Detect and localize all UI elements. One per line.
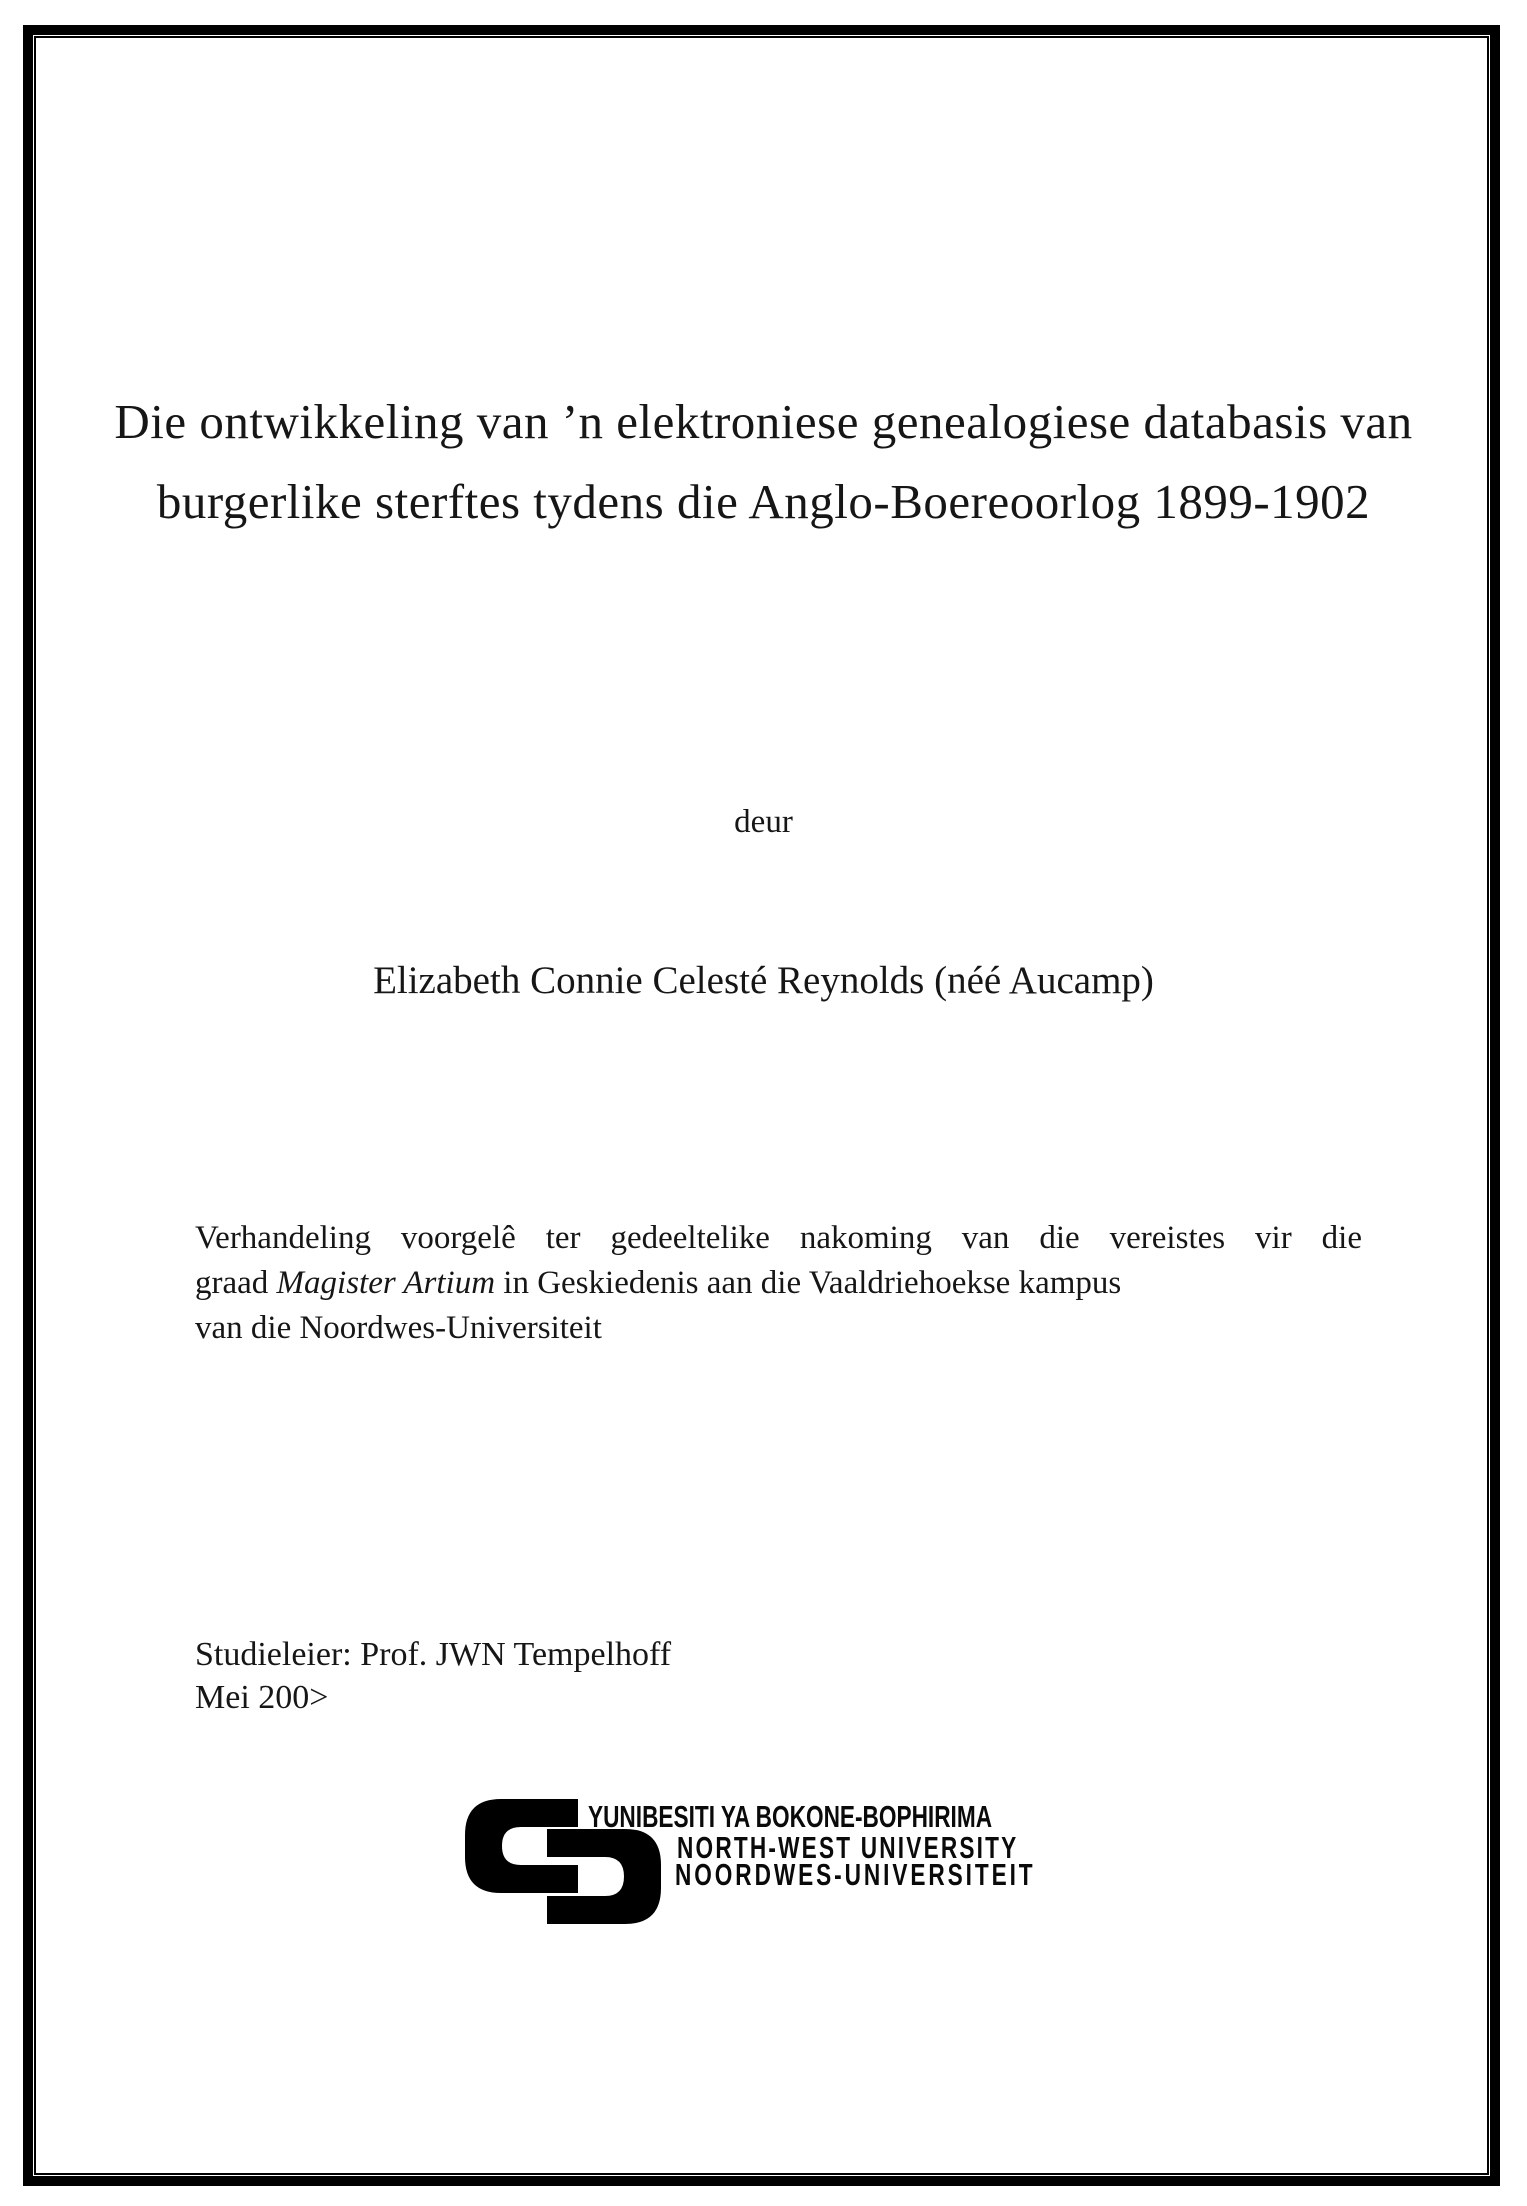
logo-text-english: NORTH-WEST UNIVERSITY xyxy=(677,1830,1019,1865)
submission-statement-line3: van die Noordwes-Universiteit xyxy=(195,1310,602,1346)
submission-statement-line1: Verhandeling voorgelê ter gedeeltelike nakoming van die vereistes vir die xyxy=(195,1220,1362,1256)
logo-text-afrikaans: NOORDWES-UNIVERSITEIT xyxy=(675,1857,1036,1892)
degree-text-pre: graad xyxy=(195,1265,277,1301)
byline-label: deur xyxy=(734,804,793,840)
thesis-title xyxy=(40,382,1487,542)
submission-statement xyxy=(195,1216,1362,1351)
thesis-title-line1: Die ontwikkeling van ’n elektroniese genealogiese databasis van xyxy=(114,394,1413,449)
supervisor-line: Studieleier: Prof. JWN Tempelhoff xyxy=(195,1636,672,1673)
thesis-title-line2: burgerlike sterftes tydens die Anglo-Boereoorlog 1899-1902 xyxy=(156,474,1371,529)
author-name: Elizabeth Connie Celesté Reynolds (néé Aucamp) xyxy=(373,959,1154,1002)
logo-text-setswana: YUNIBESITI YA BOKONE-BOPHIRIMA xyxy=(588,1799,993,1834)
degree-text-post: in Geskiedenis aan die Vaaldriehoekse kampus xyxy=(495,1265,1122,1301)
supervisor-block xyxy=(195,1633,671,1719)
date-line: Mei 200> xyxy=(195,1679,329,1716)
submission-statement-line2 xyxy=(195,1261,1362,1306)
degree-name: Magister Artium xyxy=(276,1265,496,1301)
